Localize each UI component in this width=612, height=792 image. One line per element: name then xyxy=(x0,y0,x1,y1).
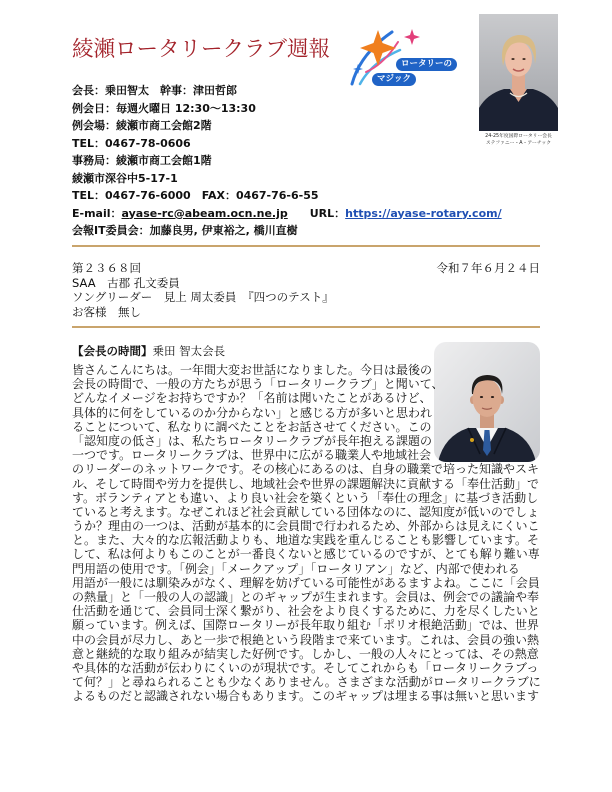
body-line: 皆さんこんにちは。一年間大変お世話になりました。今日は最後の xyxy=(72,363,433,377)
divider-top xyxy=(72,245,540,247)
divider-middle xyxy=(72,326,540,328)
presidents-time-heading xyxy=(72,344,225,358)
body-line: どんなイメージをお持ちですか？「名前は聞いたことがあるけど、 xyxy=(72,391,432,406)
body-line: よるものだと認識されない場合もあります。このギャップは埋まる事は無いと思います xyxy=(72,689,540,704)
meeting-guests: お客様 無し xyxy=(72,304,141,319)
club-info xyxy=(72,82,502,240)
url-label: URL： xyxy=(309,206,346,220)
orange-star xyxy=(360,30,396,66)
rotary-magic-logo xyxy=(346,24,466,88)
body-line: の熱量」と「一般の人の認識」とのギャップが生まれます。会員は、例会での議論や奉 xyxy=(72,590,540,604)
meeting-song-leader: ソングリーダー 見上 周太委員 『四つのテスト』 xyxy=(72,290,334,304)
newsletter-title: 綾瀬ロータリークラブ週報 xyxy=(72,37,331,62)
body-line: 仕活動を通じて、会員同士深く繋がり、社会をより良くするために、力を尽くしたいと xyxy=(72,604,540,619)
club-officers: 会長：乗田智太 幹事：津田哲郎 xyxy=(72,84,237,97)
body-line: 「認知度の低さ」は、私たちロータリークラブが長年抱える課題の xyxy=(72,433,433,448)
office-tel-fax: TEL：0467-76-6000 FAX：0467-76-6-55 xyxy=(72,189,319,202)
logo-text-line2: マジック xyxy=(372,73,416,86)
email-link[interactable]: ayase-rc@abeam.ocn.ne.jp xyxy=(121,206,288,220)
meeting-date: 令和７年６月２４日 xyxy=(436,261,540,275)
it-committee: 会報IT委員会：加藤良男, 伊東裕之, 橋川直樹 xyxy=(72,224,298,237)
presidents-time-label: 【会長の時間】 xyxy=(72,344,153,358)
meeting-saa: SAA 古郡 孔文委員 xyxy=(72,275,180,290)
logo-text-line1: ロータリーの xyxy=(396,58,457,71)
body-line: 一つです。ロータリークラブは、世界中に広がる職業人や地域社会 xyxy=(72,448,432,463)
body-line: ることについて、私なりに調べたことをお話させてください。この xyxy=(72,419,432,434)
body-line: ていると考えます。なぜこれほど社会貢献している団体なのに、認知度が低いのでしょ xyxy=(72,504,540,519)
presidents-time-speaker: 乗田 智太会長 xyxy=(152,344,226,358)
body-line: 中の会員が尽力し、あと一歩で根絶という段階まで来ています。これは、会員の強い熱 xyxy=(72,632,540,647)
meeting-details xyxy=(72,261,540,319)
meeting-tel: TEL：0467-78-0606 xyxy=(72,136,191,150)
body-line: や具体的な活動が伝わりにくいのが現状です。そしてこれからも「ロータリークラブっ xyxy=(72,660,539,675)
ri-president-portrait xyxy=(479,14,558,131)
meeting-number: 第２３６８回 xyxy=(72,261,141,275)
meeting-header-row xyxy=(72,261,540,276)
office-address: 綾瀬市深谷中5-17-1 xyxy=(72,171,178,185)
portrait-eye-right xyxy=(522,58,525,60)
body-line: す。ボランティアとも違い、より良い社会を築くという「奉仕の理念」に基づき活動し xyxy=(72,490,539,505)
body-line: て何？」と尋ねられることも少なくありません。さまざまな活動がロータリークラブに xyxy=(72,675,541,690)
body-line: ル、そして時間や労力を提供し、地域社会や世界の課題解決に貢献する「奉仕活動」で xyxy=(72,476,540,491)
body-line: 意と継続的な取り組みが結実した好例です。しかし、一般の人々にとっては、その熱意 xyxy=(72,646,539,661)
meeting-day: 例会日：毎週火曜日 12:30～13:30 xyxy=(72,101,256,115)
portrait-caption-title: 24-25年度国際ロータリー会長 xyxy=(485,134,552,139)
body-line: のリーダーのネットワークです。その核心にあるのは、自身の職業で培った知識やスキ xyxy=(72,462,540,477)
body-line: 会長の時間で、一般の方たちが思う「ロータリークラブ」と聞いて、 xyxy=(72,377,444,392)
body-line: 門用語の使用です。「例会」「メークアップ」「ロータリアン」など、内部で使われる xyxy=(72,561,520,576)
email-label: E-mail： xyxy=(72,206,122,220)
presidents-time-body xyxy=(72,363,542,704)
pink-star xyxy=(404,29,420,45)
body-line: 用語が一般には馴染みがなく、理解を妨げている可能性があるますよね。ここに「会員 xyxy=(72,575,540,590)
portrait-caption-name: ステファニー・A・アーチック xyxy=(485,141,552,146)
portrait-photo-icon xyxy=(479,14,558,131)
portrait-eye-left xyxy=(511,58,514,60)
meeting-place: 例会場：綾瀬市商工会館2階 xyxy=(72,119,212,132)
body-line: 願っています。例えば、国際ロータリーが長年取り組む「ポリオ根絶活動」では、世界 xyxy=(72,618,539,633)
portrait-neck xyxy=(512,74,525,91)
body-line: 具体的に何をしているのか分からない」と感じる方が多いと思われ xyxy=(72,405,433,420)
body-line: して、私は何よりもこのことが一番良くないと感じているのですが、とても解り難い専 xyxy=(72,547,540,562)
office-location: 事務局：綾瀬市商工会館1階 xyxy=(72,154,212,167)
body-line: と。また、大々的な広報活動よりも、地道な実践を重んじることも影響しています。そ xyxy=(72,533,540,548)
contact-line xyxy=(72,205,502,223)
body-line: うか？理由の一つは、活動が基本的に会員間で行われるため、外部からは見えにくいこ xyxy=(72,519,540,534)
website-link[interactable]: https://ayase-rotary.com/ xyxy=(345,206,502,220)
portrait-caption xyxy=(472,133,565,147)
